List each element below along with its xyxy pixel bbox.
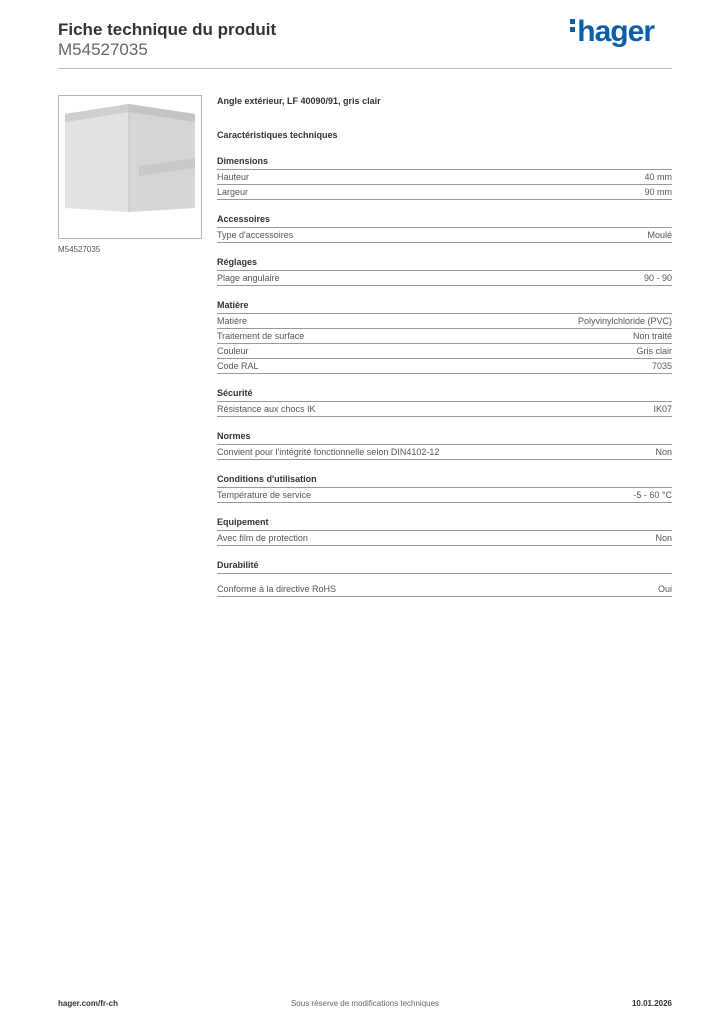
section-matiere: [217, 300, 672, 374]
section-title: Réglages: [217, 257, 672, 271]
section-dimensions: [217, 156, 672, 200]
spec-label: Conforme à la directive RoHS: [217, 584, 337, 594]
section-title: Conditions d'utilisation: [217, 474, 672, 488]
product-name: Angle extérieur, LF 40090/91, gris clair: [217, 96, 381, 106]
spec-value: 90 - 90: [643, 273, 672, 283]
spec-value: 7035: [651, 361, 672, 371]
spec-label: Hauteur: [217, 172, 250, 182]
spec-label: Avec film de protection: [217, 533, 308, 543]
logo-dots-icon: [570, 19, 576, 35]
section-title: Sécurité: [217, 388, 672, 402]
spec-row: [217, 488, 672, 503]
hager-logo: [570, 16, 654, 48]
section-durabilite: [217, 560, 672, 597]
spec-label: Largeur: [217, 187, 249, 197]
spec-row: [217, 531, 672, 546]
spec-value: Polyvinylchloride (PVC): [577, 316, 672, 326]
spec-row: [217, 582, 672, 597]
spec-label: Type d'accessoires: [217, 230, 294, 240]
corner-piece-icon: [59, 96, 201, 238]
spec-row: [217, 228, 672, 243]
footer-website-link[interactable]: hager.com/fr-ch: [58, 999, 119, 1008]
spec-row: [217, 344, 672, 359]
section-equipement: [217, 517, 672, 546]
section-normes: [217, 431, 672, 460]
spec-row: [217, 170, 672, 185]
spec-value: 90 mm: [644, 187, 672, 197]
section-accessoires: [217, 214, 672, 243]
page-title: Fiche technique du produit: [58, 20, 277, 39]
spec-value: Non traité: [632, 331, 672, 341]
section-reglages: [217, 257, 672, 286]
spec-label: Convient pour l'intégrité fonctionnelle selon DIN4102-12: [217, 447, 440, 457]
section-title: Dimensions: [217, 156, 672, 170]
footer-notice: Sous réserve de modifications techniques: [290, 999, 440, 1008]
spec-label: Matière: [217, 316, 248, 326]
section-title: Normes: [217, 431, 672, 445]
tech-title: Caractéristiques techniques: [217, 130, 338, 140]
spec-label: Température de service: [217, 490, 312, 500]
spec-label: Plage angulaire: [217, 273, 280, 283]
spec-label: Résistance aux chocs IK: [217, 404, 316, 414]
spec-row: [217, 271, 672, 286]
spec-value: Moulé: [647, 230, 672, 240]
spec-row: [217, 359, 672, 374]
spec-label: Traitement de surface: [217, 331, 305, 341]
spec-value: 40 mm: [644, 172, 672, 182]
logo-text: hager: [577, 15, 654, 48]
product-image: [58, 95, 202, 239]
spec-row: [217, 185, 672, 200]
spec-row: [217, 329, 672, 344]
spec-content: [217, 96, 672, 597]
section-title: Accessoires: [217, 214, 672, 228]
spec-label: Code RAL: [217, 361, 259, 371]
spec-value: Non: [655, 447, 672, 457]
product-code: M54527035: [58, 40, 148, 59]
section-title: Durabilité: [217, 560, 672, 574]
spec-row: [217, 402, 672, 417]
spec-value: -5 - 60 °C: [633, 490, 672, 500]
section-conditions: [217, 474, 672, 503]
spec-value: Oui: [657, 584, 672, 594]
section-title: Matière: [217, 300, 672, 314]
footer-date: 10.01.2026: [631, 999, 672, 1008]
spec-value: Non: [655, 533, 672, 543]
spec-row: [217, 445, 672, 460]
image-caption: M54527035: [58, 245, 101, 254]
header-divider: [58, 68, 672, 69]
section-securite: [217, 388, 672, 417]
spec-row: [217, 314, 672, 329]
section-title: Equipement: [217, 517, 672, 531]
spec-value: IK07: [653, 404, 672, 414]
spec-label: Couleur: [217, 346, 249, 356]
spec-value: Gris clair: [636, 346, 672, 356]
